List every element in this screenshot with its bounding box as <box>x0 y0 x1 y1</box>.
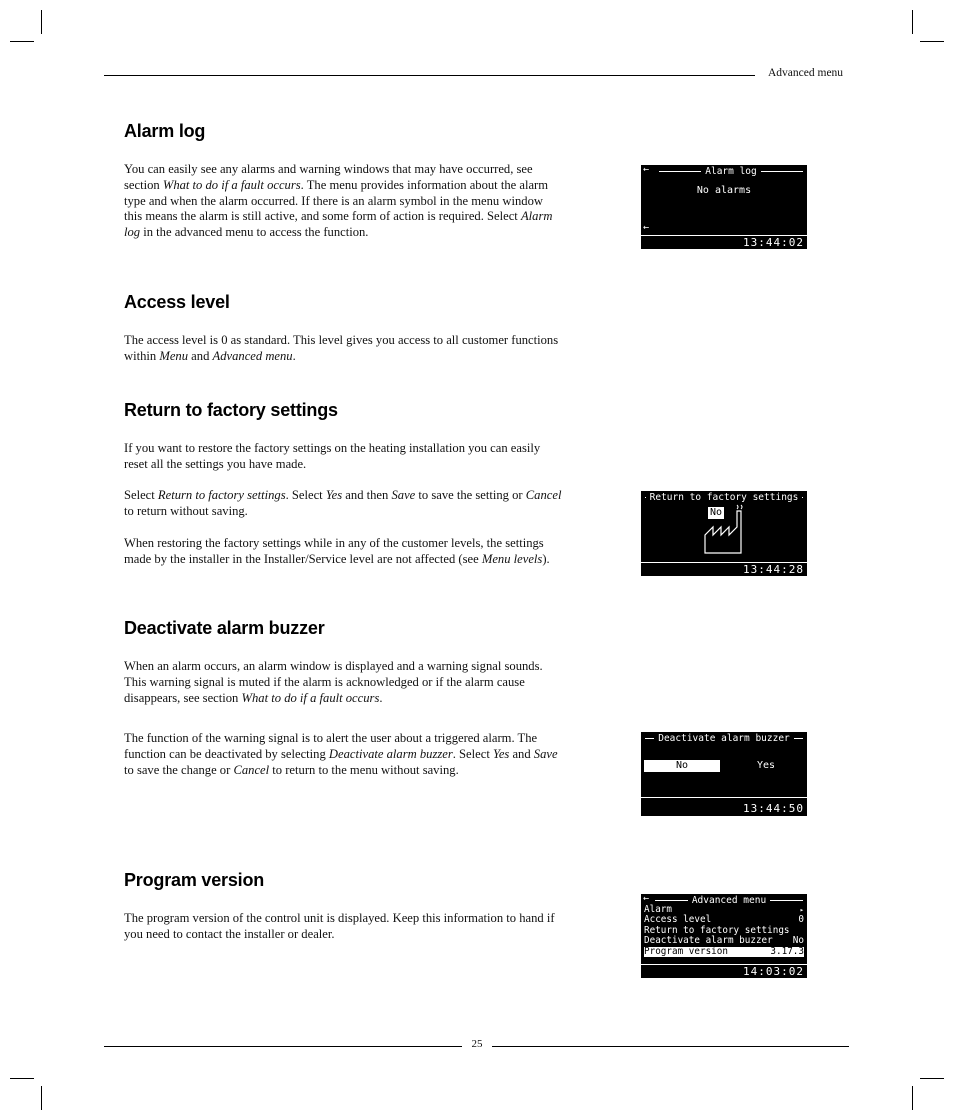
heading-alarm-log: Alarm log <box>124 121 206 141</box>
header-rule <box>104 75 755 76</box>
menu-item: Return to factory settings <box>644 924 790 936</box>
crop-mark <box>912 10 913 34</box>
factory-text-3: When restoring the factory settings while in any of the customer levels, the settings made by the installer in the Installer/Service level are not affected (see Menu levels). <box>124 536 550 566</box>
alarm-log-screen <box>641 165 807 249</box>
crop-mark <box>920 1078 944 1079</box>
crop-mark <box>10 1078 34 1079</box>
menu-item: Deactivate alarm buzzer No <box>644 935 804 947</box>
back-arrow-icon: ← <box>643 894 650 904</box>
alarm-log-text: You can easily see any alarms and warning windows that may have occurred, see section What to do if a fault occurs. The menu provides information about the alarm type and when the alarm occurred. If there is an alarm symbol in the menu window this means the alarm is still active, and some form of action is required. Select Alarm log in the advanced menu to access the function. <box>124 162 553 240</box>
footer-rule-left <box>104 1046 462 1047</box>
screen-title: Deactivate alarm buzzer <box>641 732 807 744</box>
menu-item: Access level 0 <box>644 914 804 926</box>
screen-clock: 13:44:28 <box>641 562 807 576</box>
factory-text-1: If you want to restore the factory settings on the heating installation you can easily reset all the settings you have made. <box>124 441 541 471</box>
chevron-right-icon: ▸ <box>799 906 804 914</box>
footer-rule-right <box>492 1046 849 1047</box>
crop-mark <box>920 41 944 42</box>
heading-factory-settings: Return to factory settings <box>124 400 338 420</box>
selected-option: No <box>710 507 723 518</box>
heading-alarm-buzzer: Deactivate alarm buzzer <box>124 618 325 638</box>
menu-item: Alarm ▸ <box>644 904 804 915</box>
screen-title: Return to factory settings <box>641 491 807 503</box>
factory-settings-screen <box>641 491 807 576</box>
screen-title: Alarm log <box>655 165 807 177</box>
heading-program-version: Program version <box>124 870 265 890</box>
screen-message: No alarms <box>696 185 752 196</box>
crop-mark <box>41 1086 42 1110</box>
program-version-text: The program version of the control unit is displayed. Keep this information to hand if you need to contact the installer or dealer. <box>124 911 555 941</box>
screen-clock: 14:03:02 <box>641 964 807 978</box>
factory-icon <box>701 503 751 555</box>
crop-mark <box>912 1086 913 1110</box>
alarm-buzzer-screen <box>641 732 807 816</box>
crop-mark <box>10 41 34 42</box>
access-level-text: The access level is 0 as standard. This level gives you access to all customer functions within Menu and Advanced menu. <box>124 333 559 363</box>
heading-access-level: Access level <box>124 292 230 312</box>
running-head: Advanced menu <box>768 67 844 79</box>
back-arrow-icon: ← <box>643 165 650 175</box>
screen-title: Advanced menu <box>651 894 807 906</box>
screen-clock: 13:44:50 <box>743 802 804 815</box>
factory-text-2: Select Return to factory settings. Select Yes and then Save to save the setting or Cancel to return without saving. <box>124 488 562 518</box>
buzzer-text-2: The function of the warning signal is to alert the user about a triggered alarm. The function can be deactivated by selecting Deactivate alarm buzzer. Select Yes and Save to save the change or Cancel to return to the menu without saving. <box>124 731 558 777</box>
page-number: 25 <box>471 1038 483 1050</box>
advanced-menu-screen <box>641 894 807 978</box>
buzzer-text-1: When an alarm occurs, an alarm window is displayed and a warning signal sounds. This warning signal is muted if the alarm is acknowledged or if the alarm cause disappears, see section What to do if a fault occurs. <box>124 659 543 705</box>
option-no: No <box>644 760 720 772</box>
menu-item-selected: Program version 3.17.3 <box>644 945 804 957</box>
screen-clock: 13:44:02 <box>641 235 807 249</box>
screen-divider <box>641 797 807 798</box>
crop-mark <box>41 10 42 34</box>
option-yes: Yes <box>756 760 776 771</box>
back-arrow-icon: ← <box>643 222 650 233</box>
